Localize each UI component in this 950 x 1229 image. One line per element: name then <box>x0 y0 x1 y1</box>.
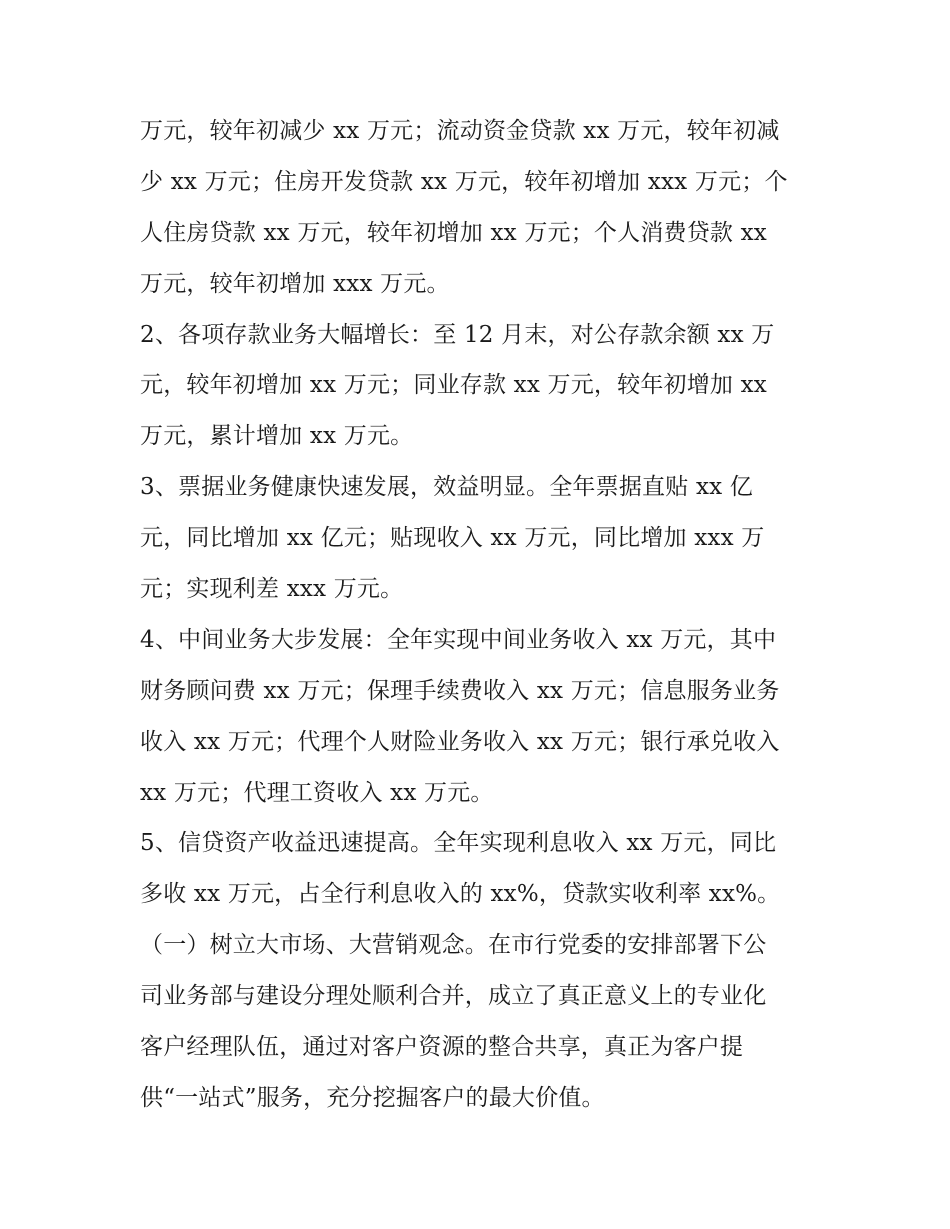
text-line: 万元，较年初减少 xx 万元；流动资金贷款 xx 万元，较年初减 <box>140 118 780 144</box>
text-line: 少 xx 万元；住房开发贷款 xx 万元，较年初增加 xxx 万元；个 <box>140 168 788 195</box>
text-line: 供“一站式”服务，充分挖掘客户的最大价值。 <box>140 1084 605 1111</box>
text-line: 2、各项存款业务大幅增长：至 12 月末，对公存款余额 xx 万 <box>140 321 775 348</box>
text-line: 多收 xx 万元，占全行利息收入的 xx%，贷款实收利率 xx%。 <box>140 881 781 908</box>
text-line: 司业务部与建设分理处顺利合并，成立了真正意义上的专业化 <box>140 983 767 1010</box>
document-body <box>140 106 812 1124</box>
text-line: 元；实现利差 xxx 万元。 <box>140 576 404 603</box>
text-line: 万元，累计增加 xx 万元。 <box>140 423 414 450</box>
text-line: 财务顾问费 xx 万元；保理手续费收入 xx 万元；信息服务业务 <box>140 677 780 704</box>
text-line: 客户经理队伍，通过对客户资源的整合共享，真正为客户提 <box>140 1034 744 1061</box>
text-line: 4、中间业务大步发展：全年实现中间业务收入 xx 万元，其中 <box>140 626 777 653</box>
text-line: 3、票据业务健康快速发展，效益明显。全年票据直贴 xx 亿 <box>140 474 753 501</box>
text-line: xx 万元；代理工资收入 xx 万元。 <box>140 779 494 806</box>
text-line: 元，同比增加 xx 亿元；贴现收入 xx 万元，同比增加 xxx 万 <box>140 525 765 552</box>
text-line: （一）树立大市场、大营销观念。在市行党委的安排部署下公 <box>140 932 767 959</box>
text-line: 收入 xx 万元；代理个人财险业务收入 xx 万元；银行承兑收入 <box>140 728 780 755</box>
text-line: 万元，较年初增加 xxx 万元。 <box>140 270 450 297</box>
text-line: 元，较年初增加 xx 万元；同业存款 xx 万元，较年初增加 xx <box>140 372 767 399</box>
text-line: 5、信贷资产收益迅速提高。全年实现利息收入 xx 万元，同比 <box>140 830 777 857</box>
text-line: 人住房贷款 xx 万元，较年初增加 xx 万元；个人消费贷款 xx <box>140 219 767 246</box>
